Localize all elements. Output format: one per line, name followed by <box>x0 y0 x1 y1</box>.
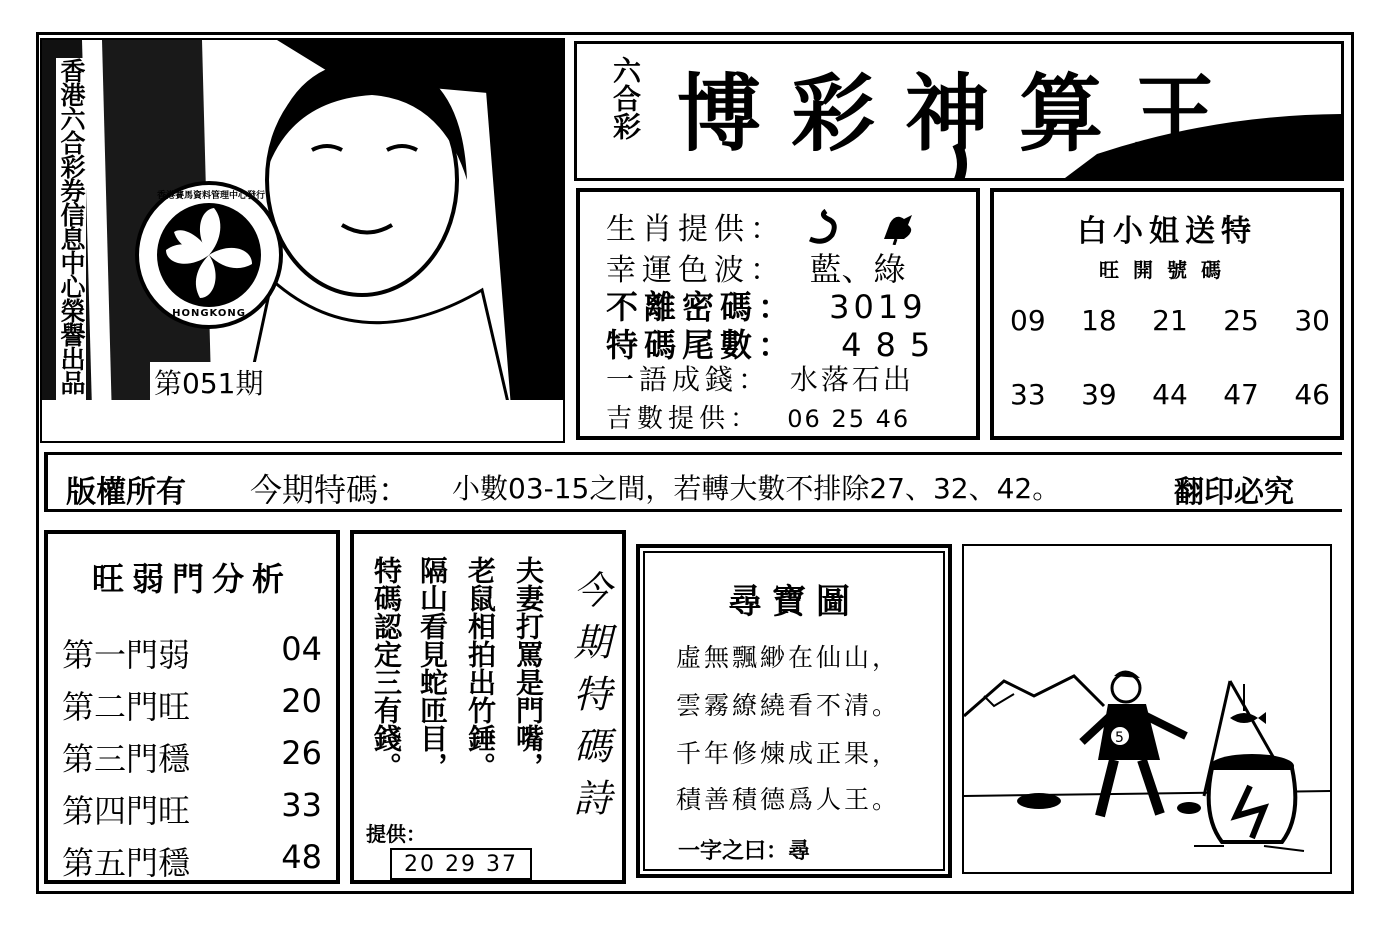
info-label: 吉數提供： <box>606 404 762 434</box>
poem-column-1: 夫妻打罵是門嘴， <box>512 556 545 780</box>
special-code-strip <box>44 452 1342 512</box>
poem-column-4: 特碼認定三有錢。 <box>370 556 403 780</box>
logo-bottom-text: HONGKONG <box>172 308 246 319</box>
vertical-publisher-text: 香港六合彩券信息中心榮譽出品 <box>56 58 86 428</box>
info-row-lucky <box>606 398 910 435</box>
treasure-line-1: 虛無飄緲在仙山， <box>676 643 901 672</box>
treasure-line-3: 千年修煉成正果， <box>676 739 901 768</box>
provide-numbers: 20 29 37 <box>390 848 532 880</box>
photo-panel <box>40 38 565 443</box>
info-label: 幸運色波： <box>606 253 786 288</box>
boy-fishing-illustration <box>964 546 1332 874</box>
photo-illustration <box>42 40 565 443</box>
gate-row: 第四門旺 33 <box>62 786 322 830</box>
rooster-icon <box>884 215 912 245</box>
gate-row: 第三門穩 26 <box>62 734 322 778</box>
poem-column-2: 老鼠相拍出竹錘。 <box>464 556 497 780</box>
special-code-label: 今期特碼： <box>250 471 411 509</box>
number-row-2 <box>1010 378 1330 411</box>
info-label: 特碼尾數： <box>606 326 797 364</box>
info-value: 水落石出 <box>789 363 914 396</box>
poem-column-3: 隔山看見蛇匝目， <box>416 556 449 780</box>
lucky-number: 25 <box>1223 304 1259 337</box>
lucky-number: 09 <box>1010 304 1046 337</box>
special-code-text: 小數03-15之間，若轉大數不排除27、32、42。 <box>452 472 1061 505</box>
poem-box <box>350 530 626 884</box>
lucky-number: 47 <box>1223 378 1259 411</box>
gates-list <box>62 630 322 890</box>
poem-side-title: 今期特碼詩 <box>567 570 611 830</box>
miss-bai-subtitle: 旺開號碼 <box>1099 258 1235 282</box>
banner-title: 博彩神算王 <box>677 64 1248 163</box>
info-row-saying <box>606 358 914 398</box>
gates-title: 旺弱門分析 <box>91 560 292 598</box>
gate-row: 第二門旺 20 <box>62 682 322 726</box>
hk-logo <box>134 180 284 330</box>
miss-bai-title: 白小姐送特 <box>1077 214 1257 249</box>
logo-ring-text: 香港賽馬資料管理中心發行 <box>156 191 265 201</box>
info-label: 生肖提供： <box>606 212 786 247</box>
info-value: 藍、綠 <box>809 250 906 288</box>
info-value: 06 25 46 <box>787 405 911 433</box>
treasure-clue: 一字之曰：尋 <box>678 838 811 864</box>
info-value: 485 <box>841 326 945 364</box>
treasure-title: 尋寶圖 <box>728 582 860 622</box>
illustration-panel <box>962 544 1332 874</box>
lucky-number: 46 <box>1294 378 1330 411</box>
info-label: 不離密碼： <box>606 288 797 326</box>
lucky-number: 21 <box>1152 304 1188 337</box>
badge-number: 5 <box>1115 730 1124 746</box>
miss-bai-box <box>990 188 1344 440</box>
gate-row: 第一門弱 04 <box>62 630 322 674</box>
lucky-number: 33 <box>1010 378 1046 411</box>
treasure-line-4: 積善積德爲人王。 <box>676 785 901 814</box>
info-box <box>576 188 980 440</box>
lucky-number: 18 <box>1081 304 1117 337</box>
treasure-line-2: 雲霧繚繞看不清。 <box>676 691 901 720</box>
provide-label: 提供： <box>366 822 426 846</box>
gate-row: 第五門穩 48 <box>62 838 322 882</box>
gates-box <box>44 530 340 884</box>
treasure-box <box>636 544 952 878</box>
copyright-left: 版權所有 <box>66 475 186 510</box>
snake-icon <box>810 211 834 241</box>
lucky-number: 44 <box>1152 378 1188 411</box>
banner-small-text: 六合彩 <box>609 56 642 140</box>
issue-number: 第051期 <box>150 362 267 402</box>
info-value: 3019 <box>829 288 927 326</box>
info-label: 一語成錢： <box>606 363 772 396</box>
copyright-right: 翻印必究 <box>1174 475 1294 510</box>
lucky-number: 30 <box>1294 304 1330 337</box>
number-row-1 <box>1010 304 1330 337</box>
title-banner <box>574 41 1344 181</box>
lucky-number: 39 <box>1081 378 1117 411</box>
